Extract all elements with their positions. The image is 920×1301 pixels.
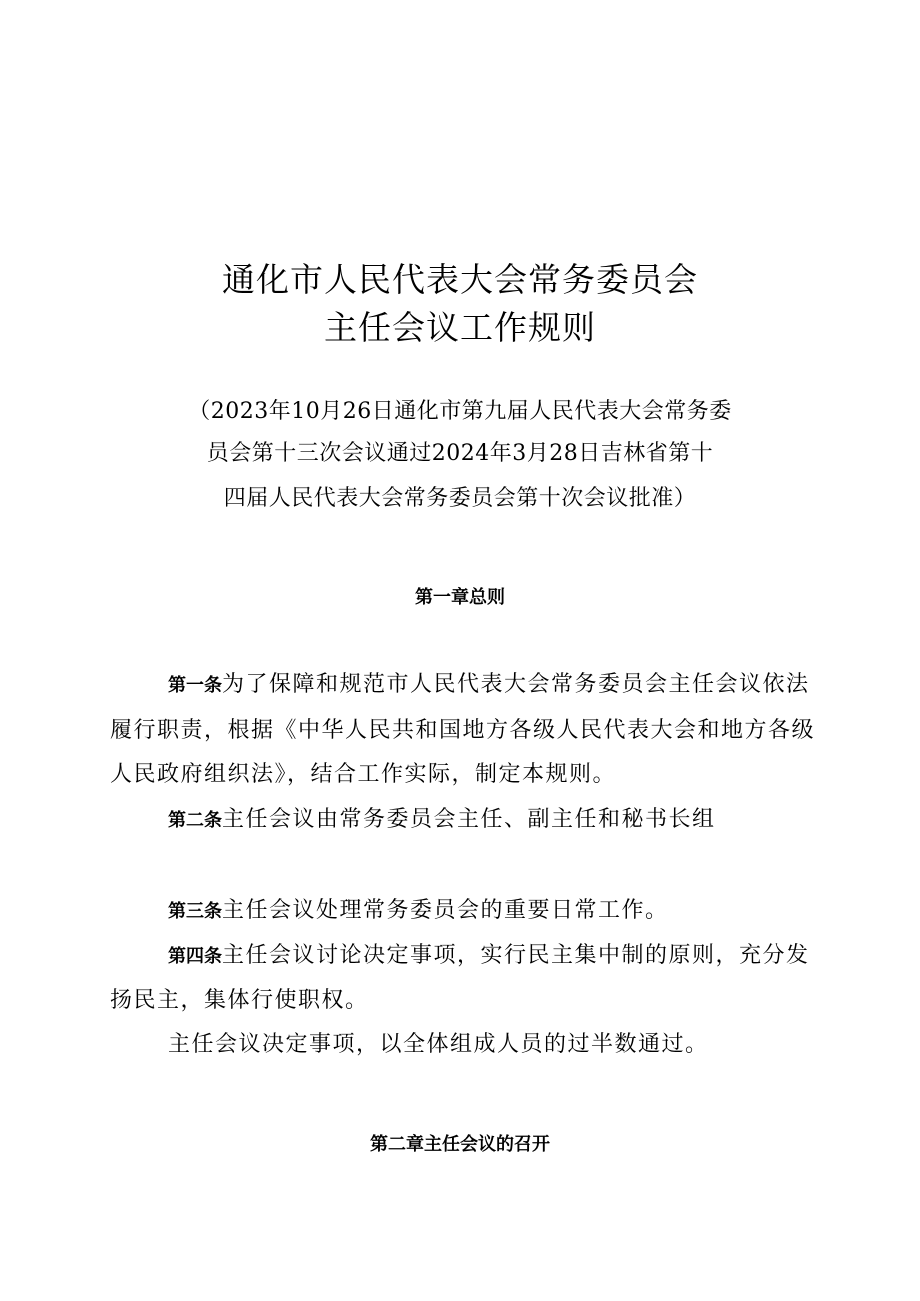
article-1-line-2: 履行职责，根据《中华人民共和国地方各级人民代表大会和地方各级 (110, 718, 816, 743)
article-3-label: 第三条 (168, 901, 222, 922)
chapter-1-heading: 第一章总则 (415, 587, 505, 608)
article-1-line-1 (168, 667, 818, 698)
article-4-paragraph-2: 主任会议决定事项，以全体组成人员的过半数通过。 (168, 1032, 709, 1057)
document-title-line-1: 通化市人民代表大会常务委员会 (222, 260, 698, 299)
article-4-text-1: 主任会议讨论决定事项，实行民主集中制的原则，充分发 (222, 943, 810, 968)
article-4-line-1 (168, 938, 818, 969)
document-title-line-2: 主任会议工作规则 (324, 308, 596, 347)
article-1-text-1: 为了保障和规范市人民代表大会常务委员会主任会议依法 (222, 672, 810, 697)
article-2-line-1 (168, 802, 818, 833)
article-3-text-1: 主任会议处理常务委员会的重要日常工作。 (222, 898, 669, 923)
article-2-label: 第二条 (168, 810, 222, 831)
adoption-note-line-2: 员会第十三次会议通过2024年3月28日吉林省第十 (206, 441, 714, 466)
article-1-line-3: 人民政府组织法》，结合工作实际，制定本规则。 (110, 762, 617, 787)
adoption-note-line-3: 四届人民代表大会常务委员会第十次会议批准） (223, 486, 697, 511)
article-1-label: 第一条 (168, 675, 222, 696)
adoption-note-line-1: （2023年10月26日通化市第九届人民代表大会常务委 (188, 399, 732, 424)
article-4-label: 第四条 (168, 946, 222, 967)
chapter-2-heading: 第二章主任会议的召开 (370, 1134, 550, 1155)
article-2-text-1: 主任会议由常务委员会主任、副主任和秘书长组 (222, 807, 716, 832)
article-3-line-1 (168, 893, 818, 924)
article-4-line-2: 扬民主，集体行使职权。 (110, 988, 369, 1013)
